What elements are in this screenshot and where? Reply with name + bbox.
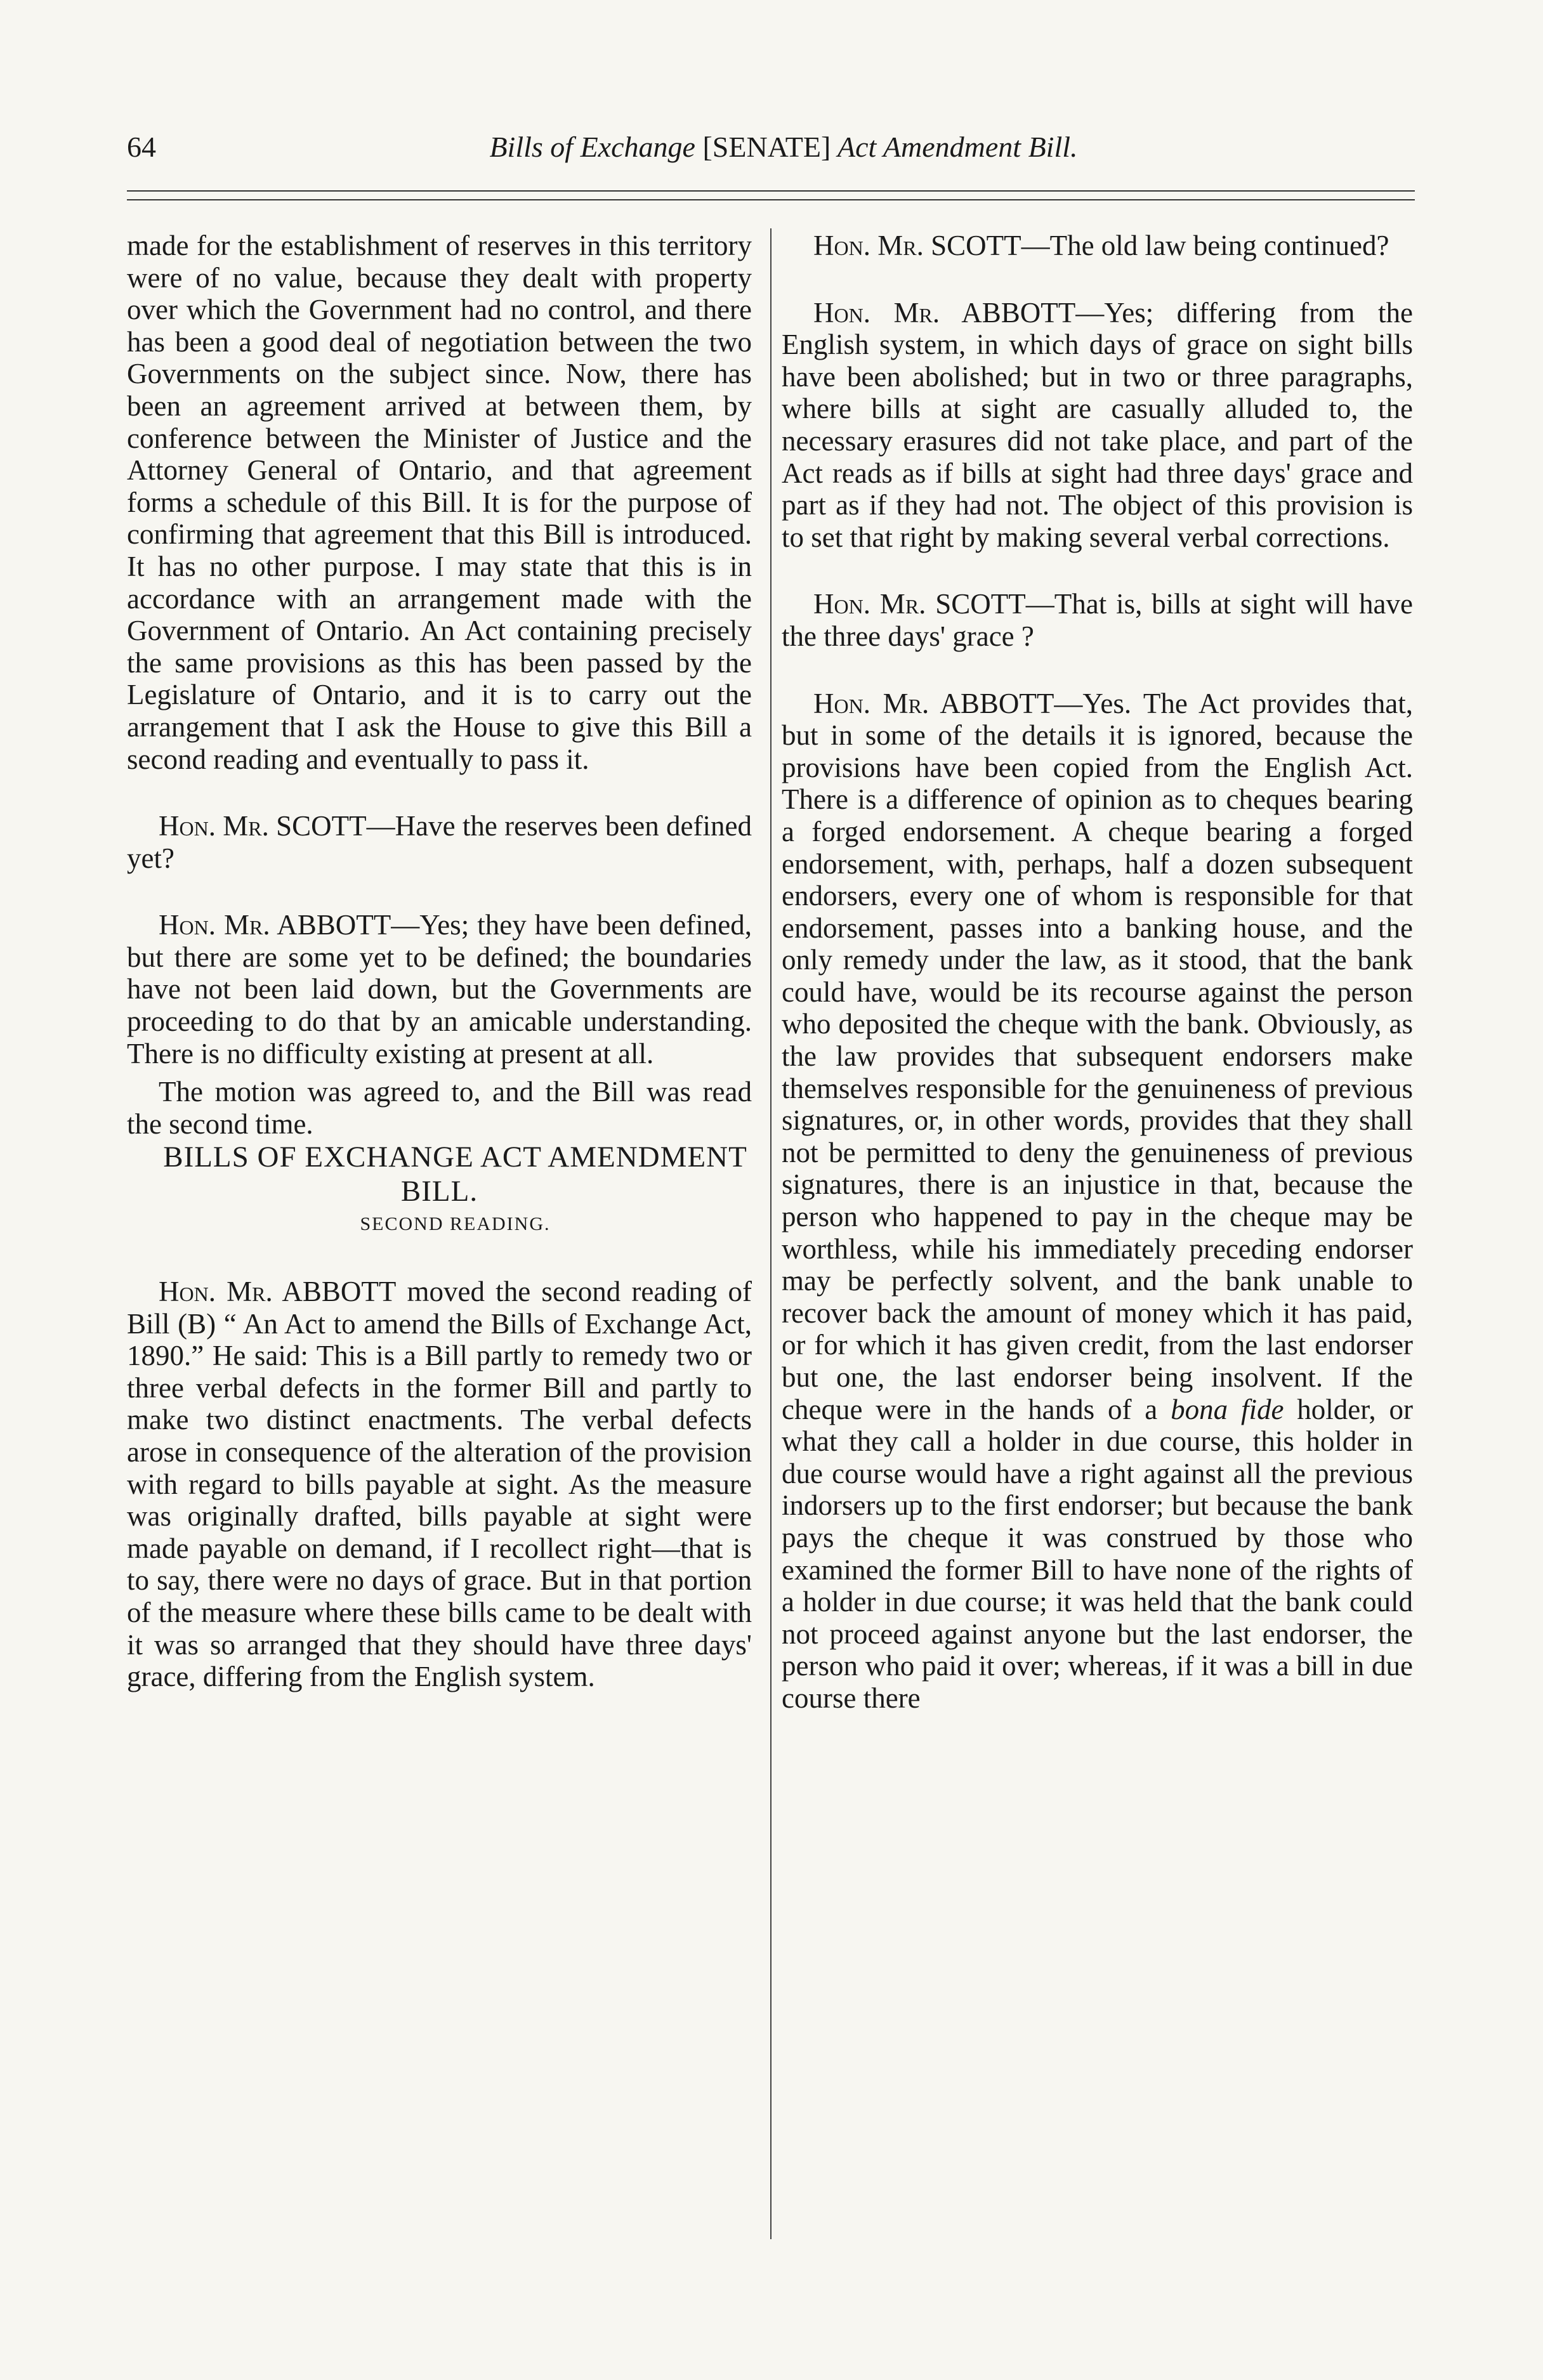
- speaker-name: Hon. Mr. ABBOTT: [159, 1276, 397, 1308]
- speech-text: —That is, bills at sight will have the three days' grace ?: [782, 588, 1413, 652]
- running-title: [127, 130, 1415, 164]
- left-column: [127, 230, 752, 1693]
- speech-text: —Yes. The Act provides that, but in some of the details it is ignored, because the provisions have been copied from the English Act. There is a difference of opinion as to cheques bearing a forged endorsement. A cheque bearing a forged endorsement, with, perhaps, half a dozen subsequent endorsers, every one of whom is responsible for that endorsement, passes into a banking house, and the only remedy under the law, as it stood, that the bank could have, would be its recourse against the person who deposited the cheque with the bank. Obviously, as the law provides that subsequent endorsers make themselves responsible for the genuineness of previous signatures, or, in other words, provides that they shall not be permitted to deny the genuineness of previous signatures, there is an injustice in that, because the person who happened to pay in the cheque may be worthless, while his immediately preceding endorser may be perfectly solvent, and the bank unable to recover back the amount of money which it has paid, or for which it has given credit, from the last endorser but one, the last endorser being insolvent. If the cheque were in the hands of a: [782, 687, 1413, 1425]
- section-heading: BILLS OF EXCHANGE ACT AMENDMENT BILL.: [163, 1141, 747, 1208]
- paragraph: The motion was agreed to, and the Bill was read the second time.: [127, 1076, 752, 1140]
- speech-text: —Have the reserves been defined yet?: [127, 810, 752, 874]
- italic-text: bona fide: [1171, 1393, 1284, 1425]
- paragraph: [782, 688, 1413, 1715]
- speaker-name: Hon. Mr. SCOTT: [159, 810, 367, 842]
- header-rule-top: [127, 190, 1415, 192]
- paragraph: [782, 230, 1413, 262]
- page-number: 64: [127, 131, 156, 163]
- column-divider: [770, 228, 772, 2239]
- speech-text: —Yes; differing from the English system, in which days of grace on sight bills have been abolished; but in two or three paragraphs, where bills at sight are casually alluded to, the necessary erasures did not take place, and part of the Act reads as if bills at sight had three days' grace and part as if they had not. The object of this provision is to set that right by making several verbal corrections.: [782, 296, 1413, 553]
- running-title-senate: [SENATE]: [702, 131, 831, 163]
- paragraph: made for the establishment of reserves in this territory were of no value, because they dealt with property over which the Government had no control, and there has been a good deal of negotiation between the two Governments on the subject since. Now, there has been an agreement arrived at between them, by conference between the Minister of Justice and the Attorney General of Ontario, and that agreement forms a schedule of this Bill. It is for the purpose of confirming that agreement that this Bill is introduced. It has no other purpose. I may state that this is in accordance with an arrangement made with the Government of Ontario. An Act containing precisely the same provisions as this has been passed by the Legislature of Ontario, and it is to carry out the arrangement that I ask the House to give this Bill a second reading and eventually to pass it.: [127, 230, 752, 775]
- header-rule-bottom: [127, 199, 1415, 200]
- paragraph: [127, 909, 752, 1069]
- running-title-right: Act Amendment Bill.: [837, 131, 1078, 163]
- paragraph: [782, 297, 1413, 554]
- running-title-left: Bills of Exchange: [489, 131, 695, 163]
- speaker-name: Hon. Mr. ABBOTT: [159, 909, 391, 941]
- speaker-name: Hon. Mr. SCOTT: [813, 588, 1026, 620]
- paragraph: [127, 1276, 752, 1693]
- speaker-name: Hon. Mr. ABBOTT: [813, 296, 1076, 329]
- paragraph: [127, 810, 752, 874]
- speaker-name: Hon. Mr. SCOTT: [813, 230, 1021, 261]
- right-column: [782, 230, 1413, 1715]
- speech-text: moved the second reading of Bill (B) “ An Act to amend the Bills of Exchange Act, 1890.” He said: This is a Bill partly to remedy two or three verbal defects in the former Bill and partly to make two distinct enactments. The verbal defects arose in consequence of the alteration of the provision with regard to bills payable at sight. As the measure was originally drafted, bills payable at sight were made payable on demand, if I recollect right—that is to say, there were no days of grace. But in that portion of the measure where these bills came to be dealt with it was so arranged that they should have three days' grace, differing from the English system.: [127, 1276, 752, 1693]
- paragraph: [782, 588, 1413, 652]
- section-subheading: SECOND READING.: [360, 1213, 551, 1235]
- speech-text: holder, or what they call a holder in due course, this holder in due course would have a right against all the previous indorsers up to the first endorser; but because the bank pays the cheque it was construed by those who examined the former Bill to have none of the rights of a holder in due course; it was held that the bank could not proceed against anyone but the last endorser, the person who paid it over; whereas, if it was a bill in due course there: [782, 1393, 1413, 1714]
- speech-text: —Yes; they have been defined, but there are some yet to be defined; the boundaries have not been laid down, but the Governments are proceeding to do that by an amicable understanding. There is no difficulty existing at present at all.: [127, 909, 752, 1069]
- running-header: [127, 130, 1415, 168]
- speaker-name: Hon. Mr. ABBOTT: [813, 687, 1054, 719]
- speech-text: —The old law being continued?: [1021, 230, 1389, 261]
